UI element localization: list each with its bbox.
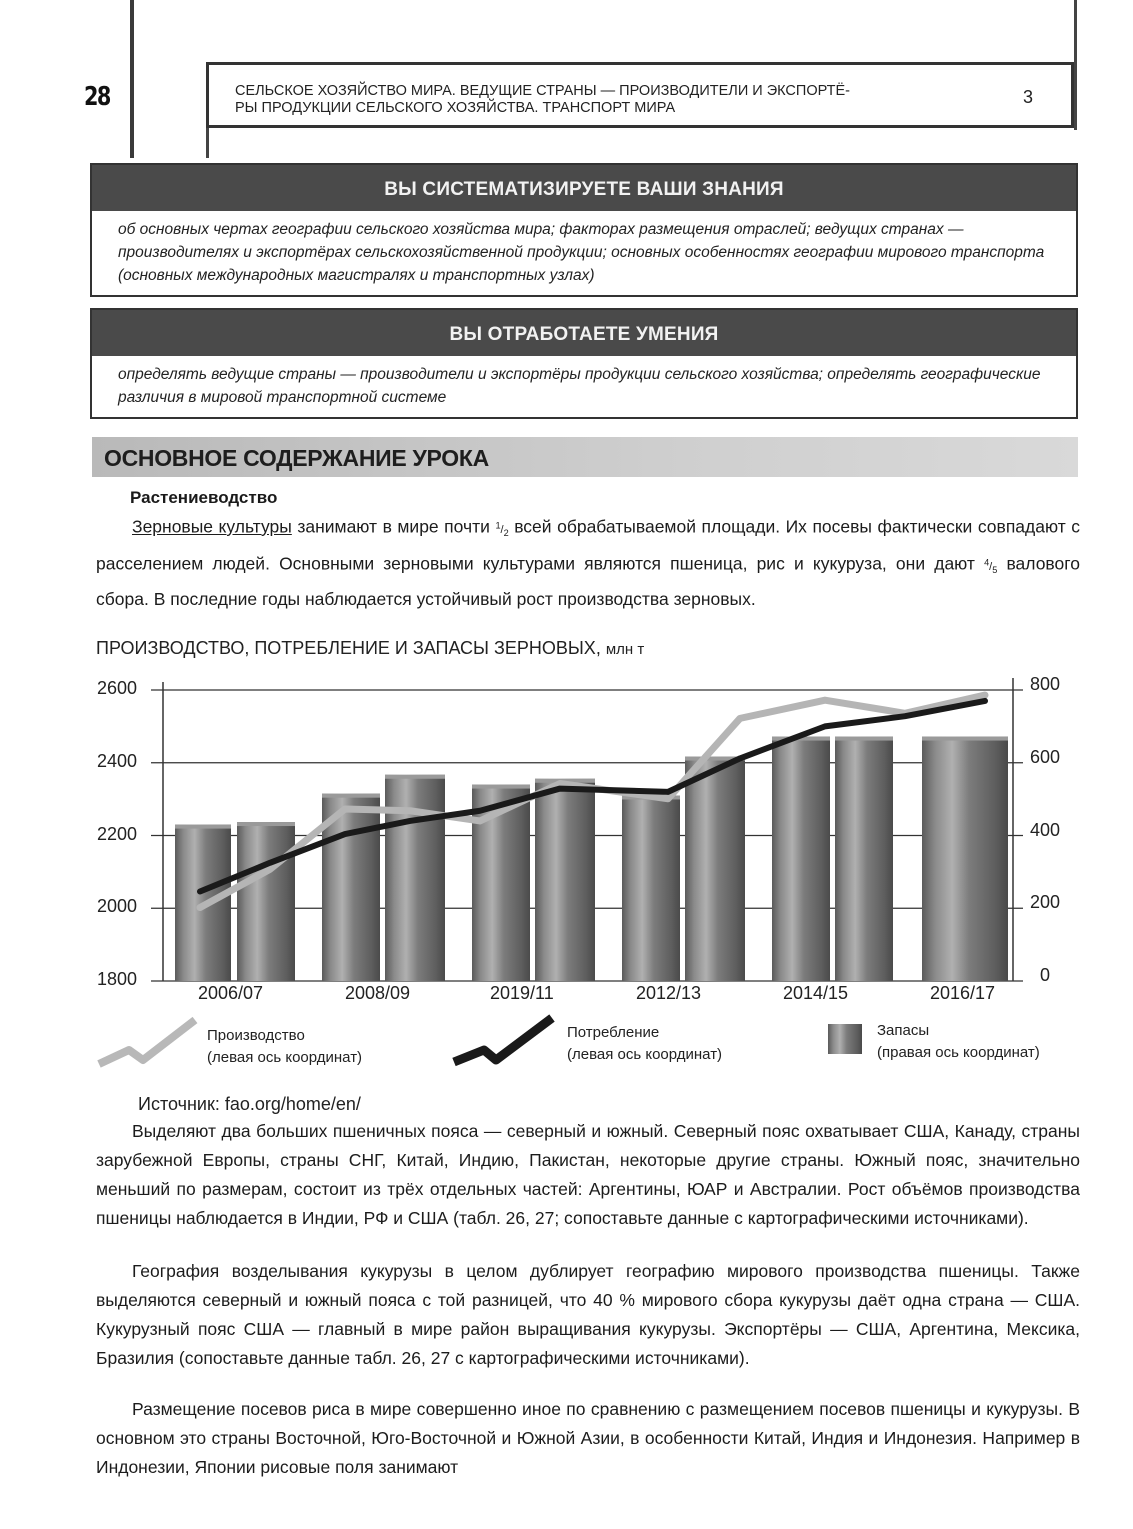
consumption-legend-icon — [450, 1012, 560, 1072]
text: всей обрабатываемой площади. Их посевы фактически совпадают с расселением людей. Основными зерновыми культурами являются пшеница, рис и кукуруза, они дают — [96, 516, 1081, 574]
y-tick-left: 1800 — [97, 969, 138, 989]
paragraph-rice — [96, 1395, 1080, 1482]
y-tick-right: 600 — [1030, 746, 1061, 767]
text: География возделывания кукурузы в целом дублирует географию мирового производства пшеницы. Также выделяются северный и южный пояса с той разницей, что 40 % мирового сбора кукурузы даёт одна страна — США. Кукурузный пояс США — главный в мире район выращивания кукурузы. Экспортёры — США, Аргентина, Мексика, Бразилия (сопоставьте данные табл. 26, 27 с картографическими источниками). — [96, 1261, 1080, 1368]
chart-source: Источник: fao.org/home/en/ — [138, 1094, 361, 1114]
text: занимают в мире почти — [291, 516, 496, 537]
x-tick: 2012/13 — [636, 983, 702, 1003]
text: Размещение посевов риса в мире совершенно иное по сравнению с размещением посевов пшеницы и кукурузы. В основном это страны Восточной, Юго-Восточной и Южной Азии, в особенности Китай, Индия и Индонезия. Например в Индонезии, Японии рисовые поля занимают — [96, 1399, 1080, 1477]
fraction-num: 1 — [495, 520, 501, 530]
text: валового сбора. В последние годы наблюдается устойчивый рост производства зерновых. — [96, 553, 1080, 609]
fraction-num: 4 — [984, 556, 990, 567]
knowledge-box-title: ВЫ СИСТЕМАТИЗИРУЕТЕ ВАШИ ЗНАНИЯ — [92, 165, 1076, 211]
skills-box-title: ВЫ ОТРАБОТАЕТЕ УМЕНИЯ — [92, 310, 1076, 356]
x-tick: 2014/15 — [783, 983, 849, 1003]
chapter-number: 3 — [1022, 87, 1033, 107]
knowledge-box-text: об основных чертах географии сельского хозяйства мира; факторах размещения отраслей; ведущих странах — производителях и экспортёрах сельскохозяйственной продукции; основных особенностях географии мирового транспорта (основных международных магистралях и транспортных узлах) — [118, 221, 1045, 284]
fraction: $^1/_2$ — [495, 520, 509, 538]
text: Выделяют два больших пшеничных пояса — северный и южный. Северный пояс охватывает США, Канаду, страны зарубежной Европы, страны СНГ, Китай, Индию, Пакистан, некоторые другие страны. Южный пояс, значительно меньший по размерам, состоит из трёх отдельных частей: Аргентины, ЮАР и Австралии. Рост объёмов производства пшеницы наблюдается в Индии, РФ и США (табл. 26, 27; сопоставьте данные с картографическими источниками). — [96, 1121, 1080, 1228]
legend-note: (правая ось координат) — [877, 1044, 1040, 1061]
legend-label: Потребление — [567, 1024, 660, 1041]
page-number: 28 — [84, 82, 110, 112]
fraction: $^4/_5$ — [984, 556, 998, 575]
legend-production — [207, 1025, 362, 1069]
x-tick: 2006/07 — [198, 983, 264, 1003]
subheading: Растениеводство — [130, 488, 278, 507]
y-tick-right: 200 — [1030, 892, 1061, 913]
legend-label: Запасы — [877, 1022, 930, 1039]
skills-box-text: определять ведущие страны — производители и экспортёры продукции сельского хозяйства; определять географические различия в мировой транспортной системе — [118, 366, 1041, 406]
paragraph-corn — [96, 1257, 1080, 1373]
stocks-bar — [685, 757, 745, 981]
stocks-legend-icon — [828, 1024, 864, 1054]
y-tick-right: 800 — [1030, 674, 1061, 694]
stocks-bar — [385, 775, 445, 981]
chart-title-text: ПРОИЗВОДСТВО, ПОТРЕБЛЕНИЕ И ЗАПАСЫ ЗЕРНОВЫХ, — [96, 638, 601, 658]
fraction-den: 5 — [992, 564, 998, 575]
paragraph-wheat — [96, 1117, 1080, 1233]
legend-note: (левая ось координат) — [567, 1046, 723, 1063]
y-tick-right: 0 — [1040, 965, 1051, 985]
term-link[interactable]: Зерновые культуры — [132, 516, 292, 537]
y-tick-right: 400 — [1030, 819, 1061, 840]
legend-stocks — [877, 1020, 1040, 1064]
stocks-bar — [535, 779, 595, 981]
x-tick: 2016/17 — [930, 983, 996, 1003]
y-tick-left: 2400 — [97, 750, 138, 771]
legend-consumption — [567, 1022, 722, 1066]
legend-note: (левая ось координат) — [207, 1049, 363, 1066]
x-tick: 2019/11 — [490, 983, 554, 1003]
section-title: ОСНОВНОЕ СОДЕРЖАНИЕ УРОКА — [104, 445, 489, 471]
stocks-bar — [772, 737, 830, 981]
stocks-bar — [622, 795, 680, 981]
stocks-bar — [835, 737, 893, 981]
stocks-bar — [922, 737, 1008, 981]
running-title-line2: РЫ ПРОДУКЦИИ СЕЛЬСКОГО ХОЗЯЙСТВА. ТРАНСПОРТ МИРА — [235, 100, 676, 116]
y-tick-left: 2600 — [97, 678, 138, 698]
production-legend-icon — [95, 1012, 205, 1072]
fraction-den: 2 — [503, 527, 509, 538]
chart-unit: млн т — [605, 641, 645, 658]
y-tick-left: 2200 — [97, 823, 138, 844]
running-title-line1: СЕЛЬСКОЕ ХОЗЯЙСТВО МИРА. ВЕДУЩИЕ СТРАНЫ — ПРОИЗВОДИТЕЛИ И ЭКСПОРТЁ- — [235, 83, 850, 99]
legend-label: Производство — [207, 1027, 305, 1044]
x-tick: 2008/09 — [345, 983, 411, 1003]
y-tick-left: 2000 — [97, 896, 138, 917]
stocks-bar — [237, 822, 295, 981]
